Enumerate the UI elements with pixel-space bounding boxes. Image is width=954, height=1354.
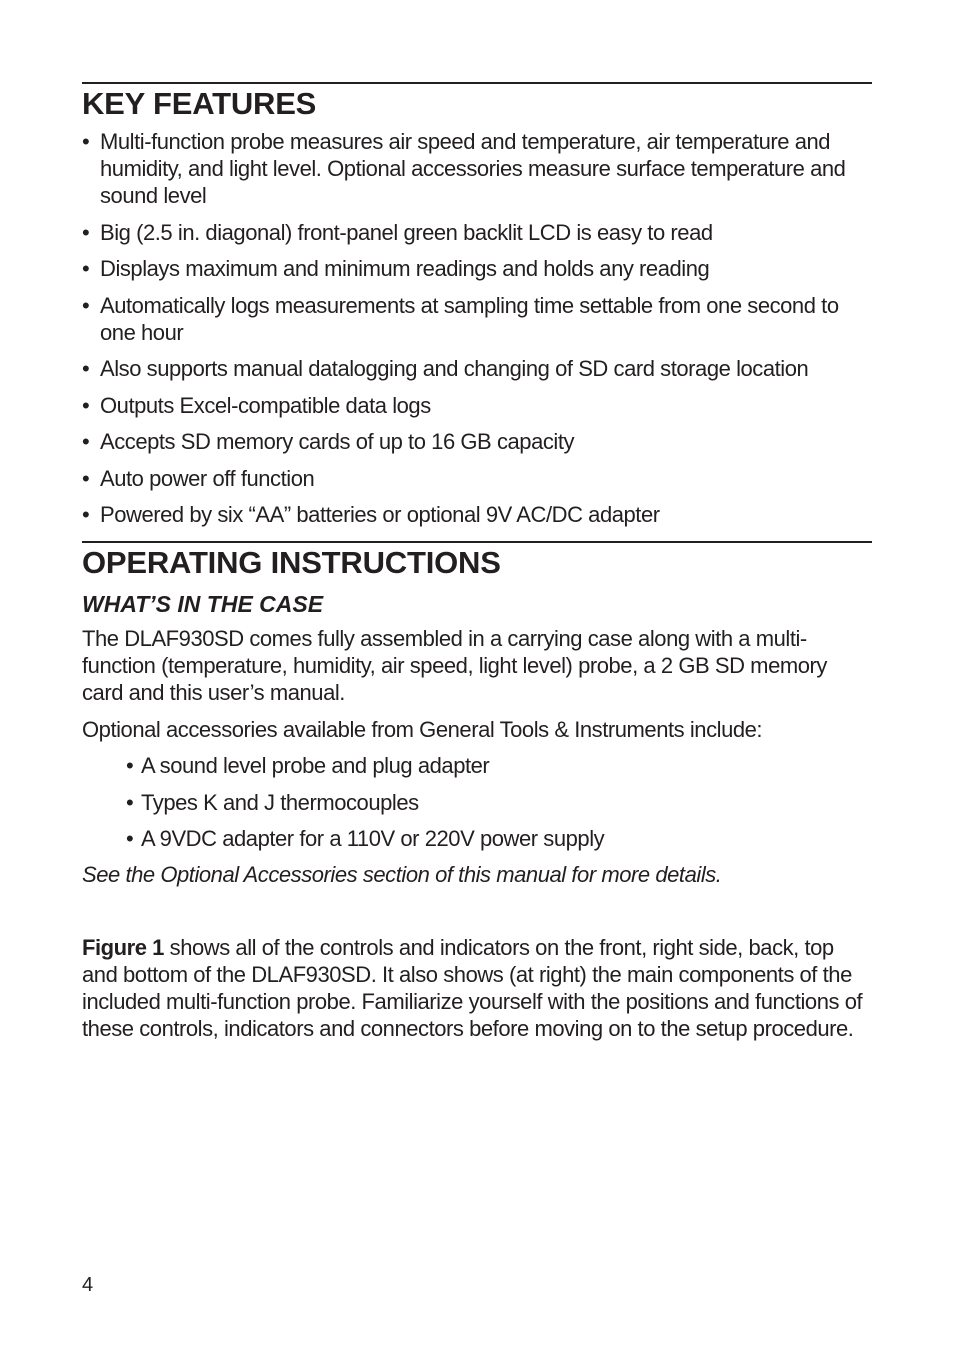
bullet-glyph: • (126, 789, 134, 815)
list-item (126, 789, 872, 816)
list-item (82, 292, 872, 346)
bullet-glyph: • (82, 429, 90, 454)
accessory-text: A sound level probe and plug adapter (141, 753, 490, 778)
page-number: 4 (82, 1274, 94, 1296)
list-item (82, 255, 872, 282)
key-features-heading: KEY FEATURES (82, 86, 317, 121)
list-item (82, 501, 872, 528)
list-item (82, 392, 872, 419)
operating-instructions-section (82, 541, 872, 1042)
feature-text: Automatically logs measurements at sampling time settable from one second to one hour (100, 292, 839, 345)
bullet-glyph: • (82, 392, 90, 418)
figure-reference: Figure 1 (82, 934, 164, 960)
optional-accessories-intro: Optional accessories available from General Tools & Instruments include: (82, 717, 763, 742)
figure-description-paragraph (82, 934, 872, 1042)
accessories-list (82, 752, 872, 852)
accessory-text: Types K and J thermocouples (141, 789, 419, 815)
bullet-glyph: • (82, 502, 90, 527)
bullet-glyph: • (82, 465, 90, 491)
list-item (82, 355, 872, 382)
feature-text: Big (2.5 in. diagonal) front-panel green backlit LCD is easy to read (100, 219, 713, 245)
feature-text: Displays maximum and minimum readings and holds any reading (100, 256, 710, 281)
whats-in-the-case-subheading: WHAT’S IN THE CASE (82, 591, 324, 617)
bullet-glyph: • (82, 256, 90, 281)
bullet-glyph: • (126, 753, 134, 778)
list-item (126, 752, 872, 779)
operating-instructions-heading: OPERATING INSTRUCTIONS (82, 545, 501, 580)
list-item (82, 465, 872, 492)
feature-text: Multi-function probe measures air speed and temperature, air temperature and humidity, and light level. Optional accessories measure surface temperature and sound level (100, 129, 846, 208)
figure-description-text: shows all of the controls and indicators on the front, right side, back, top and bottom of the DLAF930SD. It also shows (at right) the main components of the included multi-function probe. Familiarize yourself with the positions and functions of these controls, indicators and connectors before moving on to the setup procedure. (82, 934, 863, 1041)
feature-text: Powered by six “AA” batteries or optional 9V AC/DC adapter (100, 502, 660, 527)
feature-text: Also supports manual datalogging and changing of SD card storage location (100, 356, 809, 381)
list-item (82, 428, 872, 455)
key-features-list (82, 128, 872, 528)
bullet-glyph: • (82, 292, 90, 318)
accessory-text: A 9VDC adapter for a 110V or 220V power supply (141, 826, 605, 851)
bullet-glyph: • (82, 219, 90, 245)
bullet-glyph: • (82, 356, 90, 381)
feature-text: Auto power off function (100, 465, 315, 491)
see-accessories-note: See the Optional Accessories section of this manual for more details. (82, 861, 722, 887)
list-item (82, 219, 872, 246)
feature-text: Outputs Excel-compatible data logs (100, 392, 431, 418)
list-item (126, 825, 872, 852)
feature-text: Accepts SD memory cards of up to 16 GB capacity (100, 429, 575, 454)
bullet-glyph: • (126, 826, 134, 851)
manual-page (82, 82, 872, 1042)
case-contents-paragraph: The DLAF930SD comes fully assembled in a carrying case along with a multi-function (temperature, humidity, air speed, light level) probe, a 2 GB SD memory card and this user’s manual. (82, 626, 827, 705)
key-features-section (82, 82, 872, 528)
list-item (82, 128, 872, 209)
bullet-glyph: • (82, 129, 90, 154)
